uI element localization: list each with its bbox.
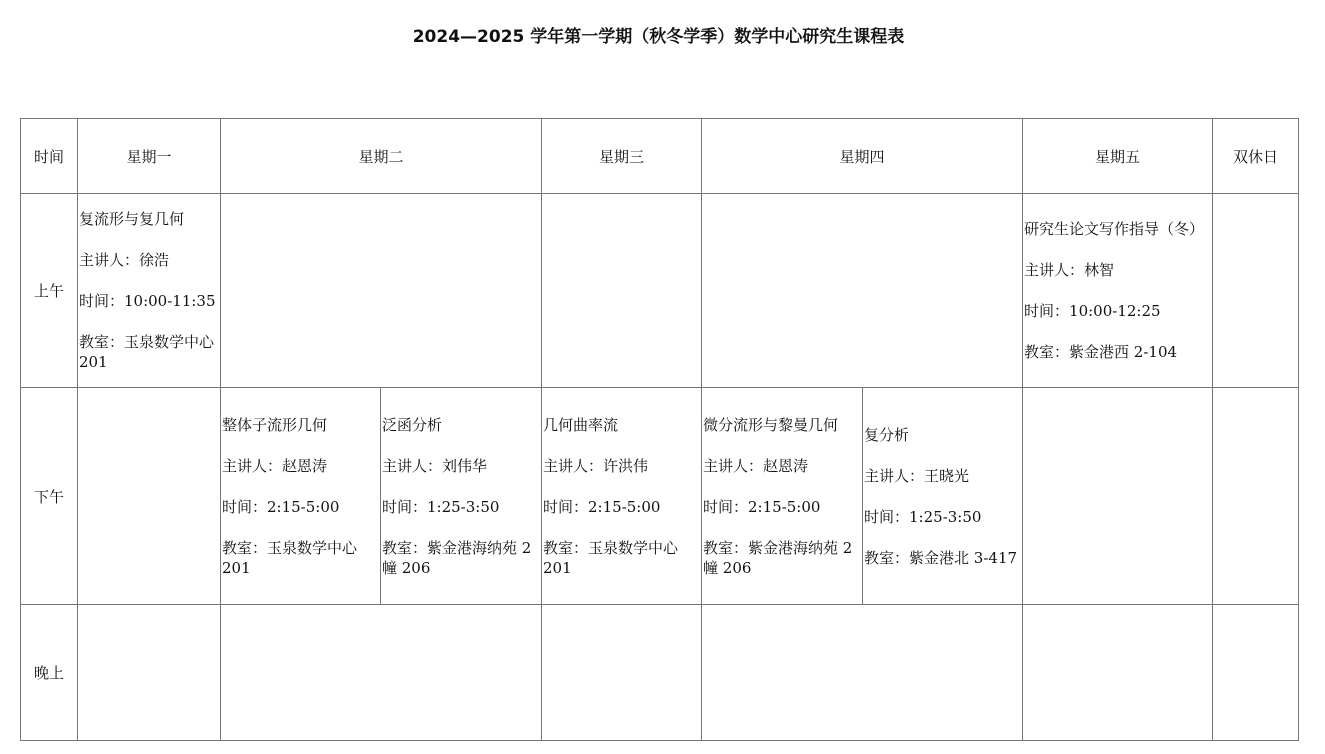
empty-cell-weekend-eve: [1213, 605, 1299, 741]
period-evening: 晚上: [21, 605, 78, 741]
course-room: 教室：玉泉数学中心 201: [79, 333, 215, 371]
course-room: 教室：紫金港海纳苑 2 幢 206: [703, 538, 853, 577]
course-time: 时间：10:00-12:25: [1024, 302, 1161, 320]
course-time: 时间：2:15-5:00: [703, 497, 821, 516]
course-name: 复分析: [864, 425, 910, 444]
evening-row: [21, 605, 1299, 741]
course-room: 教室：玉泉数学中心 201: [543, 538, 679, 577]
header-time: 时间: [21, 119, 78, 194]
empty-cell-thursday-am: [702, 194, 1023, 388]
course-cell-monday-am: [78, 194, 221, 388]
course-time: 时间：2:15-5:00: [222, 497, 340, 516]
morning-row: [21, 194, 1299, 388]
course-cell-friday-am: [1023, 194, 1213, 388]
empty-cell-tuesday-am: [221, 194, 542, 388]
empty-cell-weekend-am: [1213, 194, 1299, 388]
course-lecturer: 主讲人：徐浩: [79, 251, 170, 269]
empty-cell-monday-eve: [78, 605, 221, 741]
course-block: [863, 425, 1022, 568]
course-block: [78, 209, 220, 372]
course-lecturer: 主讲人：刘伟华: [382, 456, 488, 475]
course-lecturer: 主讲人：王晓光: [864, 466, 970, 485]
header-tuesday: 星期二: [221, 119, 542, 194]
page-title: 2024—2025 学年第一学期（秋冬学季）数学中心研究生课程表: [412, 27, 905, 47]
course-name: 微分流形与黎曼几何: [703, 415, 839, 434]
course-block: [1023, 219, 1212, 362]
course-name: 整体子流形几何: [222, 415, 328, 434]
course-name: 复流形与复几何: [79, 210, 185, 228]
course-block: [702, 415, 862, 578]
course-name: 几何曲率流: [543, 415, 619, 434]
header-friday: 星期五: [1023, 119, 1213, 194]
course-lecturer: 主讲人：许洪伟: [543, 456, 649, 475]
course-room: 教室：紫金港西 2-104: [1024, 343, 1178, 361]
course-room: 教室：玉泉数学中心 201: [222, 538, 358, 577]
course-time: 时间：10:00-11:35: [79, 292, 216, 310]
course-block: [221, 415, 380, 578]
course-block: [381, 415, 541, 578]
empty-cell-friday-pm: [1023, 388, 1213, 605]
empty-cell-friday-eve: [1023, 605, 1213, 741]
course-cell-thursday-pm-2: [863, 388, 1023, 605]
course-cell-tuesday-pm-1: [221, 388, 381, 605]
course-time: 时间：1:25-3:50: [864, 507, 982, 526]
empty-cell-wednesday-am: [542, 194, 702, 388]
course-lecturer: 主讲人：赵恩涛: [222, 456, 328, 475]
afternoon-row: [21, 388, 1299, 605]
course-cell-thursday-pm-1: [702, 388, 863, 605]
course-room: 教室：紫金港北 3-417: [864, 548, 1018, 567]
course-block: [542, 415, 701, 578]
header-row: [21, 119, 1299, 194]
empty-cell-weekend-pm: [1213, 388, 1299, 605]
empty-cell-wednesday-eve: [542, 605, 702, 741]
course-cell-wednesday-pm: [542, 388, 702, 605]
period-afternoon: 下午: [21, 388, 78, 605]
empty-cell-tuesday-eve: [221, 605, 542, 741]
header-weekend: 双休日: [1213, 119, 1299, 194]
header-monday: 星期一: [78, 119, 221, 194]
schedule-table: [20, 118, 1299, 741]
header-wednesday: 星期三: [542, 119, 702, 194]
course-room: 教室：紫金港海纳苑 2 幢 206: [382, 538, 532, 577]
course-name: 研究生论文写作指导（冬）: [1024, 220, 1205, 238]
course-name: 泛函分析: [382, 415, 443, 434]
course-cell-tuesday-pm-2: [381, 388, 542, 605]
header-thursday: 星期四: [702, 119, 1023, 194]
course-time: 时间：2:15-5:00: [543, 497, 661, 516]
period-morning: 上午: [21, 194, 78, 388]
empty-cell-monday-pm: [78, 388, 221, 605]
course-time: 时间：1:25-3:50: [382, 497, 500, 516]
course-lecturer: 主讲人：林智: [1024, 261, 1115, 279]
empty-cell-thursday-eve: [702, 605, 1023, 741]
course-lecturer: 主讲人：赵恩涛: [703, 456, 809, 475]
